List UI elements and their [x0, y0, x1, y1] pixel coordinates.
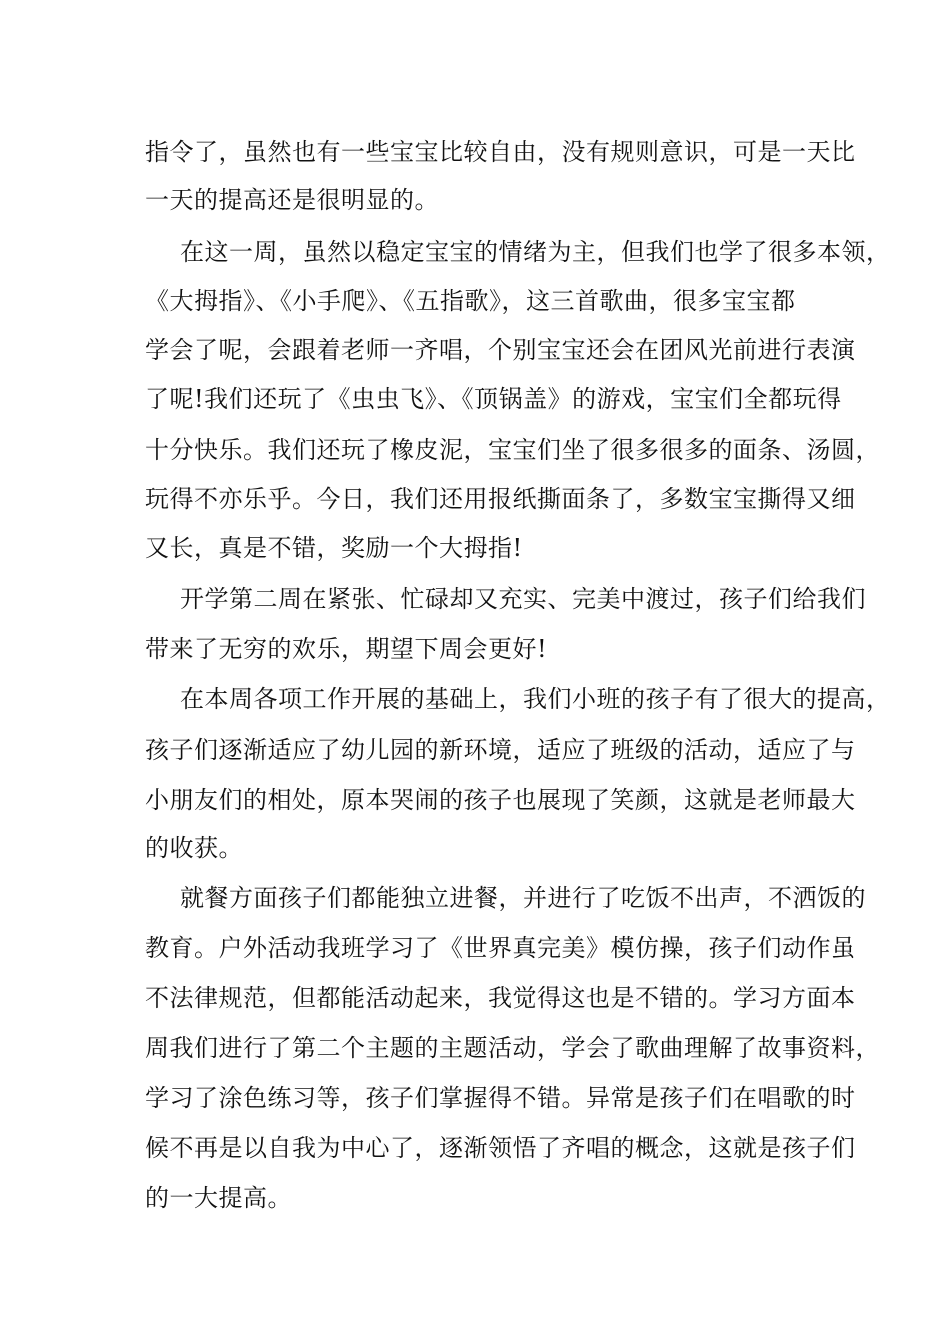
- text-line: 指令了，虽然也有一些宝宝比较自由，没有规则意识，可是一天比: [145, 138, 856, 166]
- text-line: 开学第二周在紧张、忙碌却又充实、完美中渡过，孩子们给我们: [180, 585, 866, 613]
- text-line: 周我们进行了第二个主题的主题活动，学会了歌曲理解了故事资料，: [145, 1034, 880, 1062]
- text-line: 一天的提高还是很明显的。: [145, 186, 439, 214]
- text-line: 教育。户外活动我班学习了《世界真完美》模仿操，孩子们动作虽: [145, 934, 856, 962]
- text-line: 孩子们逐渐适应了幼儿园的新环境，适应了班级的活动，适应了与: [145, 736, 856, 764]
- text-line: 玩得不亦乐乎。今日，我们还用报纸撕面条了，多数宝宝撕得又细: [145, 485, 856, 513]
- text-line: 了呢!我们还玩了《虫虫飞》、《顶锅盖》的游戏，宝宝们全都玩得: [145, 385, 842, 413]
- text-line: 的一大提高。: [145, 1184, 292, 1212]
- text-line: 不法律规范，但都能活动起来，我觉得这也是不错的。学习方面本: [145, 984, 856, 1012]
- text-line: 十分快乐。我们还玩了橡皮泥，宝宝们坐了很多很多的面条、汤圆，: [145, 436, 880, 464]
- text-line: 在这一周，虽然以稳定宝宝的情绪为主，但我们也学了很多本领，: [180, 238, 891, 266]
- text-line: 就餐方面孩子们都能独立进餐，并进行了吃饭不出声，不洒饭的: [180, 884, 866, 912]
- text-line: 在本周各项工作开展的基础上，我们小班的孩子有了很大的提高，: [180, 685, 891, 713]
- text-line: 的收获。: [145, 834, 243, 862]
- text-line: 《大拇指》、《小手爬》、《五指歌》，这三首歌曲，很多宝宝都: [145, 287, 796, 315]
- text-line: 候不再是以自我为中心了，逐渐领悟了齐唱的概念，这就是孩子们: [145, 1134, 856, 1162]
- text-line: 又长，真是不错，奖励一个大拇指!: [145, 534, 523, 562]
- text-line: 带来了无穷的欢乐，期望下周会更好!: [145, 635, 548, 663]
- text-line: 学会了呢，会跟着老师一齐唱，个别宝宝还会在团风光前进行表演: [145, 336, 856, 364]
- text-line: 小朋友们的相处，原本哭闹的孩子也展现了笑颜，这就是老师最大: [145, 786, 856, 814]
- text-line: 学习了涂色练习等，孩子们掌握得不错。异常是孩子们在唱歌的时: [145, 1084, 856, 1112]
